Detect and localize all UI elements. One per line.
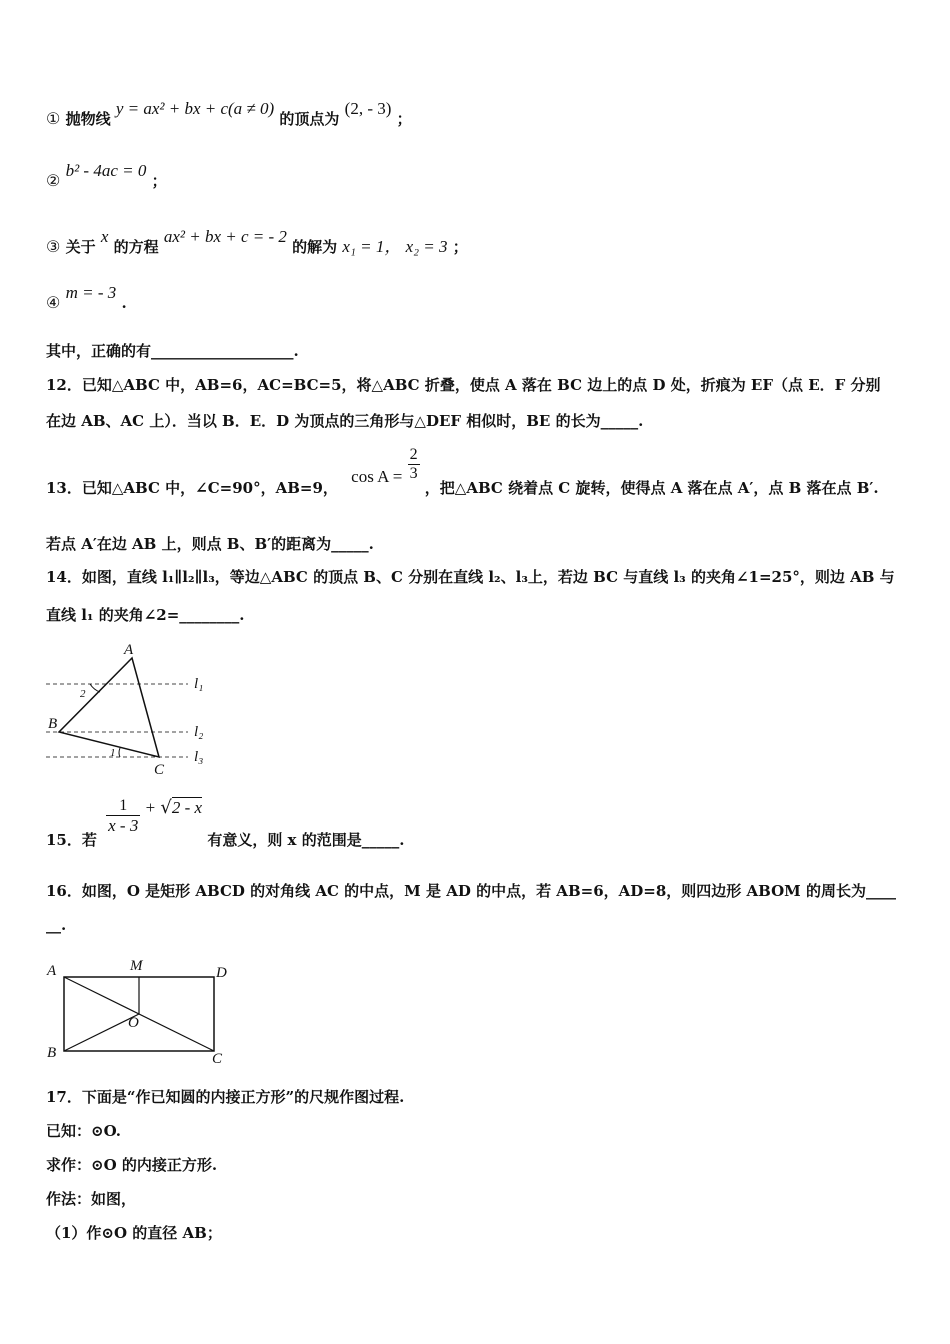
triangle-abc — [59, 658, 159, 757]
label-o: O — [128, 1015, 139, 1031]
q17-line1: 17．下面是“作已知圆的内接正方形”的尺规作图过程. — [46, 1088, 405, 1106]
label-l3: l₃ — [194, 749, 204, 765]
q15-text-post: 有意义，则 x 的范围是_____. — [207, 830, 405, 849]
q15-line — [46, 796, 405, 849]
discriminant-formula: b² - 4ac = 0 — [65, 161, 147, 180]
q13-frac-num: 2 — [409, 446, 418, 463]
equation-formula: ax² + bx + c = - 2 — [163, 227, 287, 246]
statement-3-text-b: 的方程 — [113, 238, 159, 256]
statement-3-text-a: 关于 — [65, 238, 96, 256]
statement-1 — [46, 99, 412, 129]
label-b: B — [47, 1045, 57, 1061]
marker-4: ④ — [46, 293, 61, 312]
q13-fraction — [408, 446, 420, 483]
q16-figure — [40, 955, 240, 1067]
q16-line1: 16．如图，O 是矩形 ABCD 的对角线 AC 的中点，M 是 AD 的中点，若 AB=6，AD=8，则四边形 ABOM 的周长为____ — [46, 882, 896, 900]
statement-3 — [46, 227, 468, 257]
statement-4-end: . — [121, 294, 127, 312]
q14-line1: 14．如图，直线 l₁∥l₂∥l₃，等边△ABC 的顶点 B、C 分别在直线 l₂、l₃上，若边 BC 与直线 l₃ 的夹角∠1=25°，则边 AB 与 — [46, 568, 895, 586]
q17-line5: （1）作⊙O 的直径 AB； — [46, 1224, 222, 1242]
q15-fraction — [106, 797, 140, 836]
label-c: C — [212, 1051, 223, 1067]
statement-2 — [46, 161, 167, 191]
m-value: m = - 3 — [65, 283, 117, 302]
label-d: D — [216, 965, 227, 981]
label-l1: l₁ — [194, 676, 204, 692]
marker-3: ③ — [46, 237, 61, 256]
q15-frac-num: 1 — [119, 797, 128, 814]
q17-line2: 已知：⊙O. — [46, 1122, 121, 1140]
statement-1-text-b: 的顶点为 — [279, 110, 340, 128]
q15-plus: + — [145, 797, 156, 817]
q17-line3: 求作：⊙O 的内接正方形. — [46, 1156, 218, 1174]
statement-3-end: ； — [452, 238, 468, 256]
statement-1-end: ； — [396, 110, 412, 128]
q15-frac-den: x - 3 — [108, 816, 139, 835]
statement-2-end: ； — [151, 172, 167, 190]
q13-line2: 若点 A′在边 AB 上，则点 B、B′的距离为_____. — [46, 535, 374, 553]
marker-1: ① — [46, 109, 61, 128]
marker-2: ② — [46, 171, 61, 190]
variable-x: x — [100, 227, 109, 246]
q14-figure — [40, 640, 220, 780]
q15-radicand: 2 - x — [171, 797, 203, 817]
q17-line4: 作法：如图， — [46, 1190, 137, 1208]
statement-1-text-a: 抛物线 — [65, 110, 111, 128]
label-m: M — [130, 958, 143, 974]
solutions: x₁ = 1， x₂ = 3 — [342, 237, 448, 256]
q16-line2: __. — [46, 916, 67, 934]
vertex-coord: (2, - 3) — [344, 99, 392, 118]
label-c: C — [154, 762, 165, 778]
statement-4 — [46, 283, 127, 313]
label-angle-2: 2 — [80, 688, 86, 700]
label-a: A — [47, 963, 57, 979]
q11-answer-line: 其中，正确的有___________________. — [46, 342, 299, 360]
q13-frac-den: 3 — [409, 465, 418, 482]
label-l2: l₂ — [194, 724, 204, 740]
q15-text-pre: 15．若 — [46, 830, 97, 849]
angle-1-arc — [119, 748, 120, 757]
q13-line1 — [46, 446, 879, 497]
q14-line2: 直线 l₁ 的夹角∠2=________. — [46, 606, 245, 624]
q15-sqrt-sign: √ — [160, 796, 172, 818]
statement-3-text-c: 的解为 — [292, 238, 338, 256]
q13-cos: cos A = — [351, 466, 403, 486]
q13-text-pre: 13．已知△ABC 中，∠C=90°，AB=9， — [46, 478, 338, 497]
label-a: A — [124, 642, 134, 658]
q12-line1: 12．已知△ABC 中，AB=6，AC=BC=5，将△ABC 折叠，使点 A 落在 BC 边上的点 D 处，折痕为 EF（点 E．F 分别 — [46, 376, 881, 394]
label-angle-1: 1 — [110, 747, 116, 759]
angle-2-arc — [90, 684, 100, 692]
parabola-formula: y = ax² + bx + c(a ≠ 0) — [115, 99, 275, 118]
q12-line2: 在边 AB、AC 上）．当以 B．E．D 为顶点的三角形与△DEF 相似时，BE 的长为_____. — [46, 412, 644, 430]
label-b: B — [48, 716, 58, 732]
q13-text-post: ，把△ABC 绕着点 C 旋转，使得点 A 落在点 A′，点 B 落在点 B′. — [424, 478, 879, 497]
